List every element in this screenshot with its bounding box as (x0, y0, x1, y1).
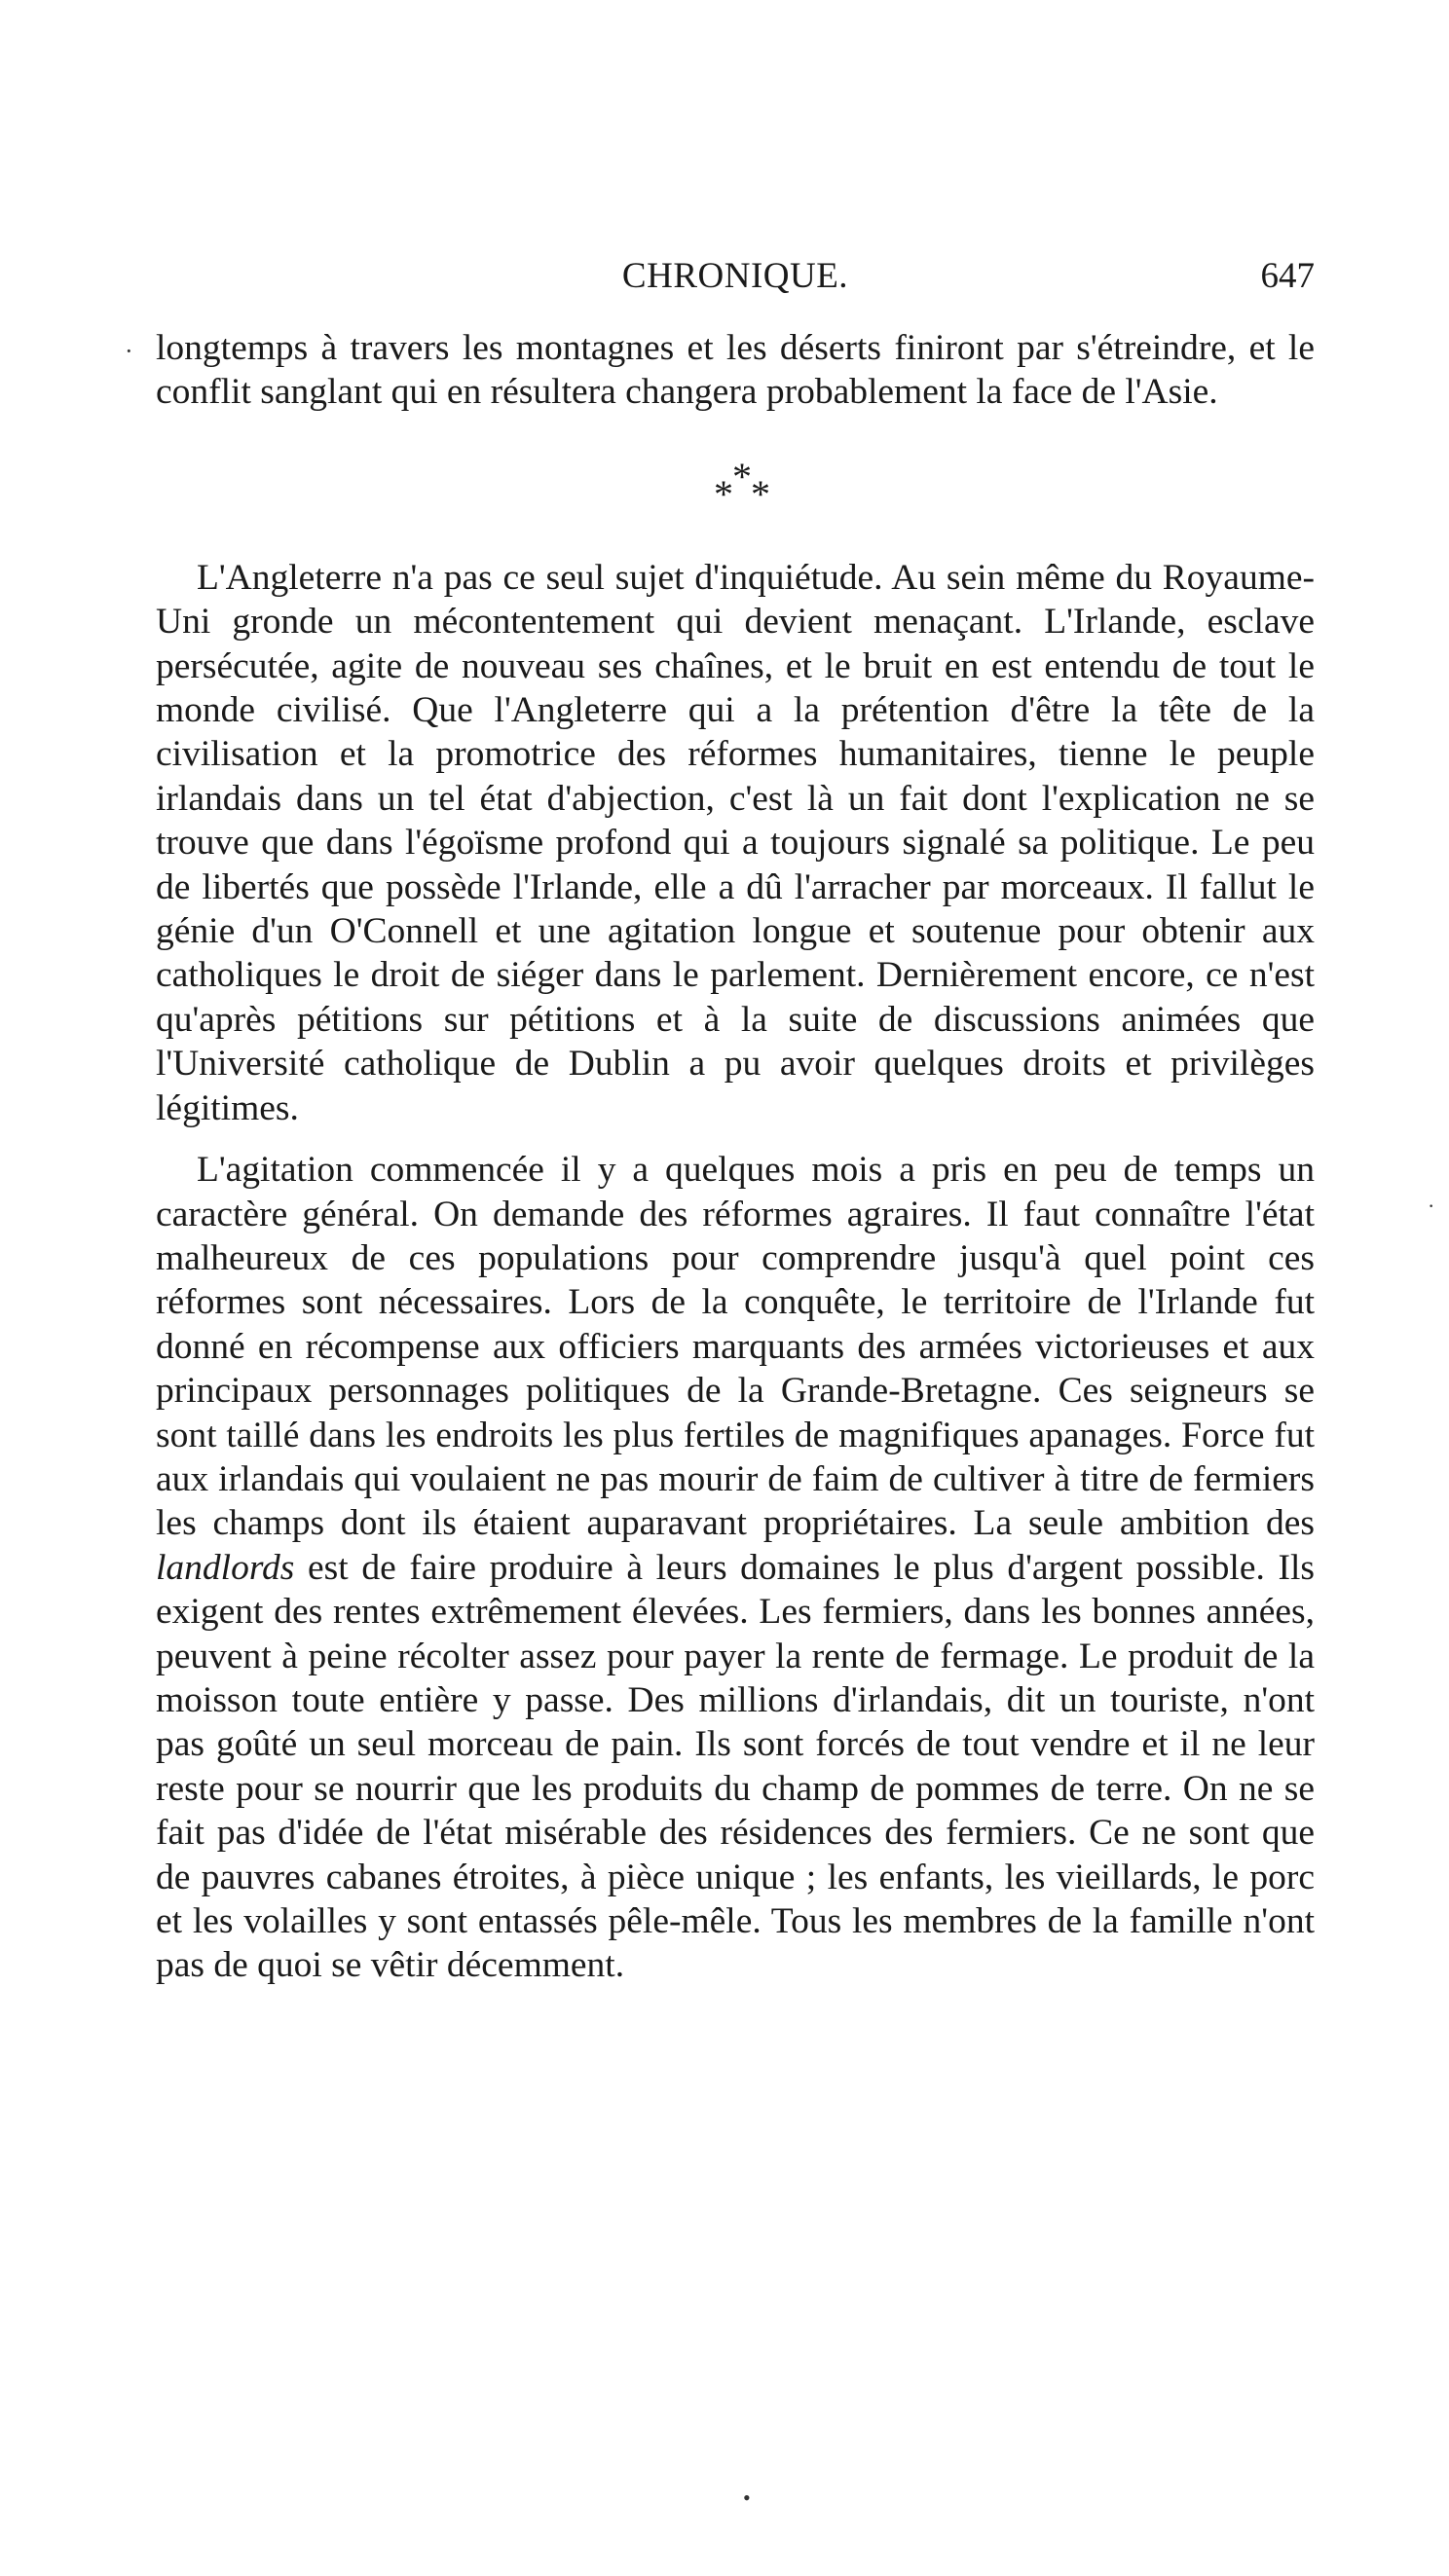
asterism-star: * (732, 454, 752, 498)
italic-term: landlords (156, 1547, 295, 1588)
body-text (156, 326, 1315, 1988)
paragraph-england-ireland: L'Angleterre n'a pas ce seul sujet d'inquiétude. Au sein même du Royaume-Uni gronde un mécontentement qui devient menaçant. L'Irlande, esclave persécutée, agite de nouveau ses chaînes, et le bruit en est entendu de tout le monde civilisé. Que l'Angleterre qui a la prétention d'être la tête de la civilisation et la promotrice des réformes humanitaires, tienne le peuple irlandais dans un tel état d'abjection, c'est là un fait dont l'explication ne se trouve que dans l'égoïsme profond qui a toujours signalé sa politique. Le peu de libertés que possède l'Irlande, elle a dû l'arracher par morceaux. Il fallut le génie d'un O'Connell et une agitation longue et soutenue pour obtenir aux catholiques le droit de siéger dans le parlement. Dernièrement encore, ce n'est qu'après pétitions sur pétitions et à la suite de discussions animées que l'Université catholique de Dublin a pu avoir quelques droits et privilèges légitimes. (156, 557, 1315, 1128)
asterism-divider (156, 454, 1315, 516)
asterism-star: * (751, 471, 770, 516)
paragraph-text: L'agitation commencée il y a quelques mois a pris en peu de temps un caractère général. On demande des réformes agraires. Il faut connaître l'état malheureux de ces populations pour comprendre jusqu'à quel point ces réformes sont nécessaires. Lors de la conquête, le territoire de l'Irlande fut donné en récompense aux officiers marquants des armées victorieuses et aux principaux personnages politiques de la Grande-Bretagne. Ces seigneurs se sont taillé dans les endroits les plus fertiles de magnifiques apanages. Force fut aux irlandais qui voulaient ne pas mourir de faim de cultiver à titre de fermiers les champs dont ils étaient auparavant propriétaires. La seule ambition des (156, 1150, 1315, 1544)
running-title: CHRONIQUE. (621, 256, 849, 296)
paragraph-continuation: longtemps à travers les montagnes et les déserts finiront par s'étreindre, et le conflit sanglant qui en résultera changera probablement la face de l'Asie. (156, 328, 1315, 413)
page-header (156, 255, 1315, 304)
paragraph-text: est de faire produire à leurs domaines le plus d'argent possible. Ils exigent des rentes extrêmement élevées. Les fermiers, dans les bonnes années, peuvent à peine récolter assez pour payer la rente de fermage. Le produit de la moisson toute entière y passe. Des millions d'irlandais, dit un touriste, n'ont pas goûté un seul morceau de pain. Ils sont forcés de tout vendre et il ne leur reste pour se nourrir que les produits du champ de pommes de terre. On ne se fait pas d'idée de l'état misérable des résidences des fermiers. Ce ne sont que de pauvres cabanes étroites, à pièce unique ; les enfants, les vieillards, le porc et les volailles y sont entassés pêle-mêle. Tous les membres de la famille n'ont pas de quoi se vêtir décemment. (156, 1547, 1315, 1986)
bottom-mark: • (743, 2485, 751, 2510)
paragraph-gap (156, 1130, 1315, 1148)
margin-mark-left: · (125, 337, 133, 365)
asterism-star: * (714, 471, 733, 516)
margin-mark-right: · (1428, 1194, 1435, 1218)
page-number: 647 (1260, 256, 1315, 296)
paragraph-agitation (156, 1148, 1315, 1988)
